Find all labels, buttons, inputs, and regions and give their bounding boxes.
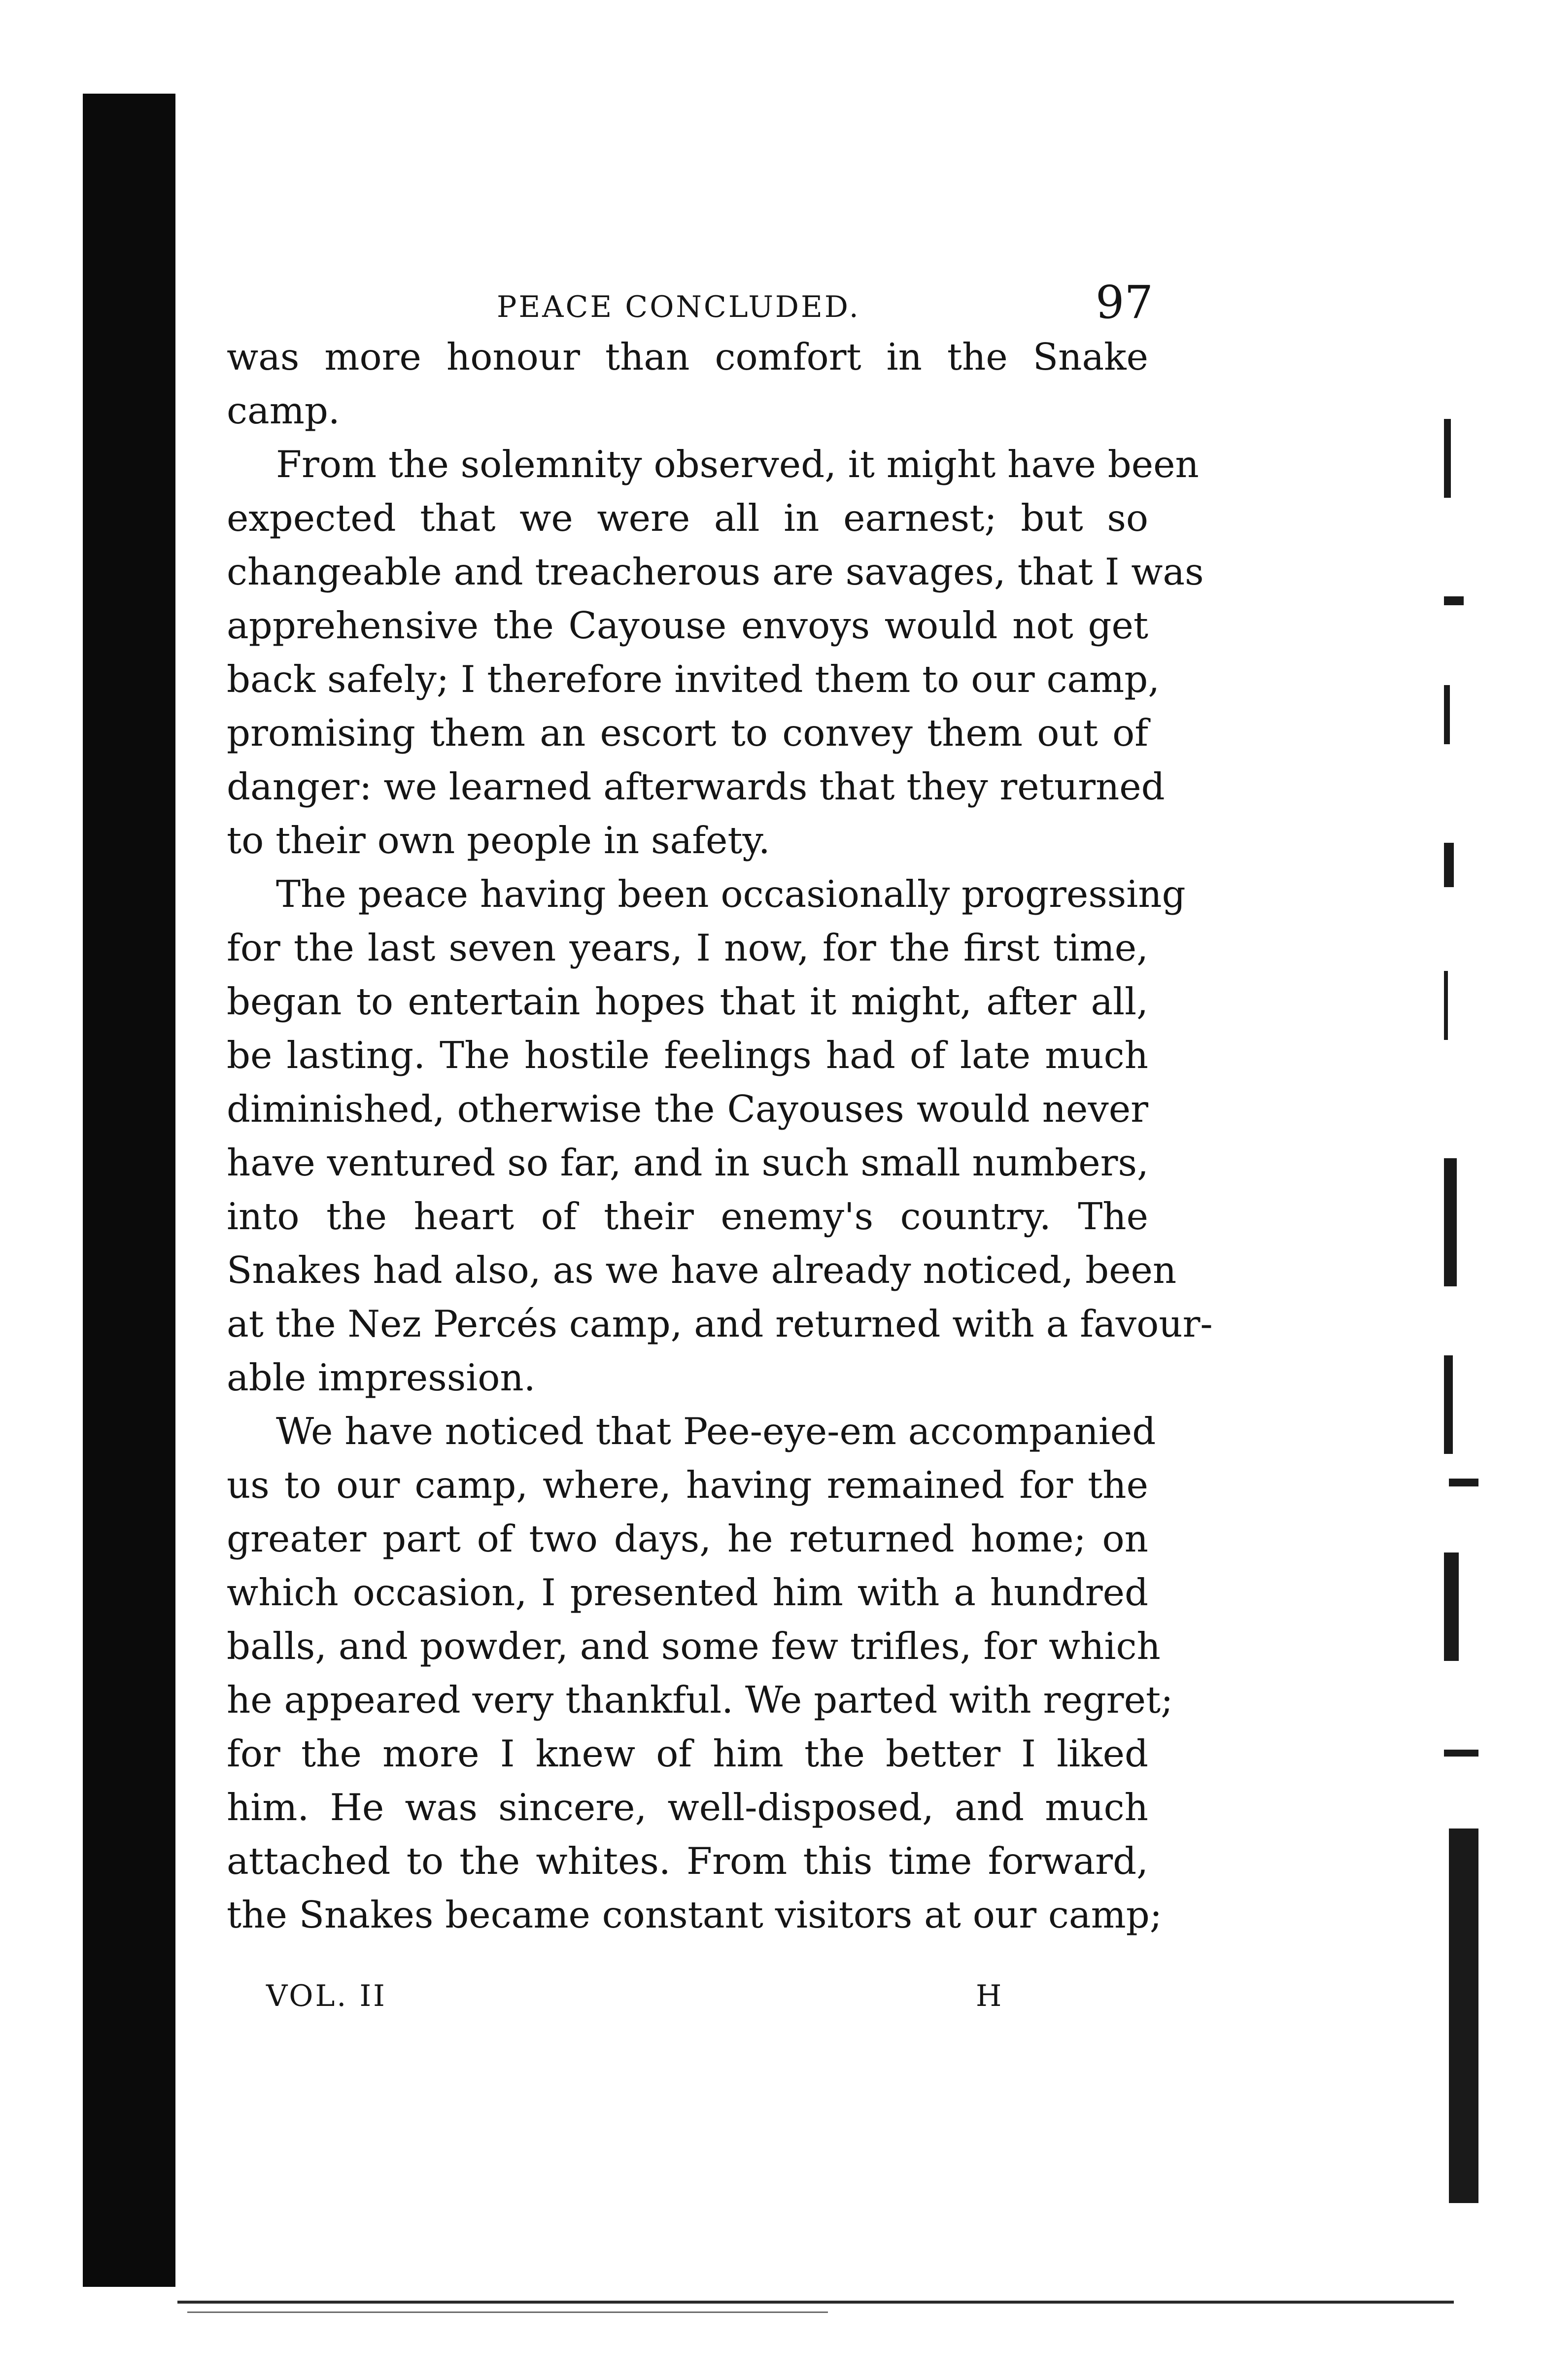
text-line: apprehensive the Cayouse envoys would not get	[227, 604, 1148, 647]
text-line: for the last seven years, I now, for the first time,	[227, 926, 1148, 969]
text-line: to their own people in safety.	[227, 819, 770, 862]
text-line: promising them an escort to convey them out of	[227, 711, 1148, 755]
volume-label: VOL. II	[266, 1979, 387, 2013]
text-line: The peace having been occasionally progressing	[276, 872, 1186, 916]
text-line: attached to the whites. From this time forward,	[227, 1839, 1148, 1883]
text-line: be lasting. The hostile feelings had of late much	[227, 1034, 1148, 1077]
running-head	[227, 276, 1153, 330]
text-line: he appeared very thankful. We parted with regret;	[227, 1678, 1173, 1722]
text-line: changeable and treacherous are savages, that I was	[227, 550, 1204, 593]
text-line: expected that we were all in earnest; but so	[227, 496, 1148, 540]
binding-shadow	[83, 94, 175, 2287]
text-line: camp.	[227, 389, 340, 432]
text-line: greater part of two days, he returned home; on	[227, 1517, 1148, 1560]
text-line: have ventured so far, and in such small numbers,	[227, 1141, 1149, 1184]
text-line: diminished, otherwise the Cayouses would never	[227, 1087, 1148, 1131]
text-line: We have noticed that Pee-eye-em accompanied	[276, 1410, 1156, 1453]
text-line: him. He was sincere, well-disposed, and much	[227, 1786, 1148, 1829]
text-line: back safely; I therefore invited them to our camp,	[227, 657, 1160, 701]
text-line: Snakes had also, as we have already noticed, been	[227, 1248, 1177, 1292]
body-text	[227, 330, 1213, 1942]
bottom-edge-rule-thin	[187, 2311, 828, 2313]
book-page	[227, 276, 1213, 1942]
text-line: danger: we learned afterwards that they returned	[227, 765, 1165, 808]
text-line: able impression.	[227, 1356, 536, 1399]
text-line: into the heart of their enemy's country. The	[227, 1195, 1148, 1238]
text-line: began to entertain hopes that it might, after all,	[227, 980, 1148, 1023]
text-line: was more honour than comfort in the Snake	[227, 335, 1148, 379]
text-line: balls, and powder, and some few trifles, for which	[227, 1624, 1161, 1668]
page-number: 97	[1095, 276, 1153, 329]
signature-mark: H	[976, 1979, 1004, 2013]
text-line: for the more I knew of him the better I liked	[227, 1732, 1148, 1775]
text-line: at the Nez Percés camp, and returned with a favour-	[227, 1302, 1213, 1345]
running-title: PEACE CONCLUDED.	[497, 290, 860, 324]
text-line: us to our camp, where, having remained for the	[227, 1463, 1148, 1507]
text-line: which occasion, I presented him with a hundred	[227, 1571, 1148, 1614]
text-line: From the solemnity observed, it might have been	[276, 443, 1199, 486]
page-edge-artifacts	[1444, 419, 1498, 2223]
text-line: the Snakes became constant visitors at our camp;	[227, 1893, 1163, 1936]
bottom-edge-rule	[177, 2301, 1454, 2304]
